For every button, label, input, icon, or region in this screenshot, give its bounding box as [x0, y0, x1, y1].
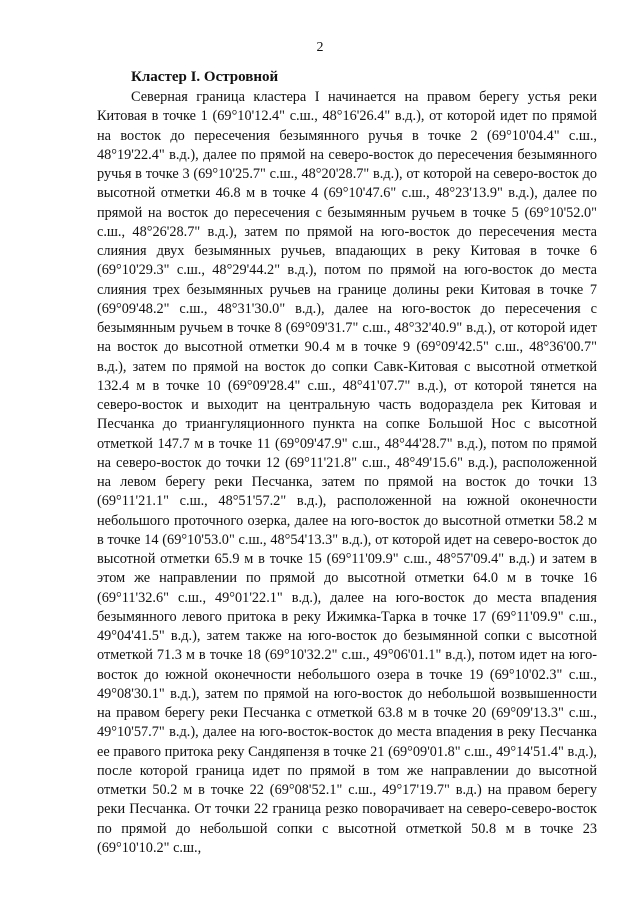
boundary-description-paragraph: Северная граница кластера I начинается на правом берегу устья реки Китовая в точке 1 (69°10'12.4" с.ш., 48°16'26.4" в.д.), от которой идет по прямой на восток до пересечения безымянного ручья в точке 2 (69°10'04.4" с.ш., 48°19'22.4" в.д.), далее по прямой на северо-восток до пересечения безымянного ручья в точке 3 (69°10'25.7" с.ш., 48°20'28.7" в.д.), от которой на северо-восток до высотной отметки 46.8 м в точке 4 (69°10'47.6" с.ш., 48°23'13.9" в.д.), далее по прямой на восток до пересечения с безымянным ручьем в точке 5 (69°10'52.0" с.ш., 48°26'28.7" в.д.), затем по прямой на юго-восток до пересечения места слияния двух безымянных ручьев, впадающих в реку Китовая в точке 6 (69°10'29.3" с.ш., 48°29'44.2" в.д.), потом по прямой на юго-восток до места слияния трех безымянных ручьев на границе долины реки Китовая в точке 7 (69°09'48.2" с.ш., 48°31'30.0" в.д.), далее на юго-восток до пересечения с безымянным ручьем в точке 8 (69°09'31.7" с.ш., 48°32'40.9" в.д.), от которой идет на восток до высотной отметки 90.4 м в точке 9 (69°09'42.5" с.ш., 48°36'00.7" в.д.), затем по прямой на восток до сопки Савк-Китовая с высотной отметкой 132.4 м в точке 10 (69°09'28.4" с.ш., 48°41'07.7" в.д.), от которой тянется на северо-восток и выходит на центральную часть водораздела рек Китовая и Песчанка до триангуляционного пункта на сопке Большой Нос с высотной отметкой 147.7 м в точке 11 (69°09'47.9" с.ш., 48°44'28.7" в.д.), потом по прямой на северо-восток до точки 12 (69°11'21.8" с.ш., 48°49'15.6" в.д.), расположенной на левом берегу реки Песчанка, затем по прямой на восток до точки 13 (69°11'21.1" с.ш., 48°51'57.2" в.д.), расположенной на южной оконечности небольшого проточного озерка, далее на юго-восток до высотной отметки 58.2 м в точке 14 (69°10'53.0" с.ш., 48°54'13.3" в.д.), от которой идет на северо-восток до высотной отметки 65.9 м в точке 15 (69°11'09.9" с.ш., 48°57'09.4" в.д.) и затем в этом же направлении по прямой до высотной отметки 64.0 м в точке 16 (69°11'32.6" с.ш., 49°01'22.1" в.д.), далее на юго-восток до места впадения безымянного левого притока в реку Ижимка-Тарка в точке 17 (69°11'09.9" с.ш., 49°04'41.5" в.д.), затем также на юго-восток до безымянной сопки с высотной отметкой 71.3 м в точке 18 (69°10'32.2" с.ш., 49°06'01.1" в.д.), потом идет на юго-восток до южной оконечности небольшого озера в точке 19 (69°10'02.3" с.ш., 49°08'30.1" в.д.), затем по прямой на юго-восток до небольшой возвышенности на правом берегу реки Песчанка с отметкой 63.8 м в точке 20 (69°09'13.3" с.ш., 49°10'57.7" в.д.), далее на юго-восток-восток до места впадения в реку Песчанка ее правого притока реку Сандяпензя в точке 21 (69°09'01.8" с.ш., 49°14'51.4" в.д.), после которой граница идет по прямой в том же направлении до высотной отметки 50.2 м в точке 22 (69°08'52.1" с.ш., 49°17'19.7" в.д.) на правом берегу реки Песчанка. От точки 22 граница резко поворачивает на северо-северо-восток по прямой до небольшой сопки с высотной отметкой 50.8 м в точке 23 (69°10'10.2" с.ш.,	[97, 89, 597, 856]
page-number: 2	[316, 40, 324, 55]
section-heading: Кластер I. Островной	[131, 69, 279, 85]
document-body	[97, 68, 597, 858]
